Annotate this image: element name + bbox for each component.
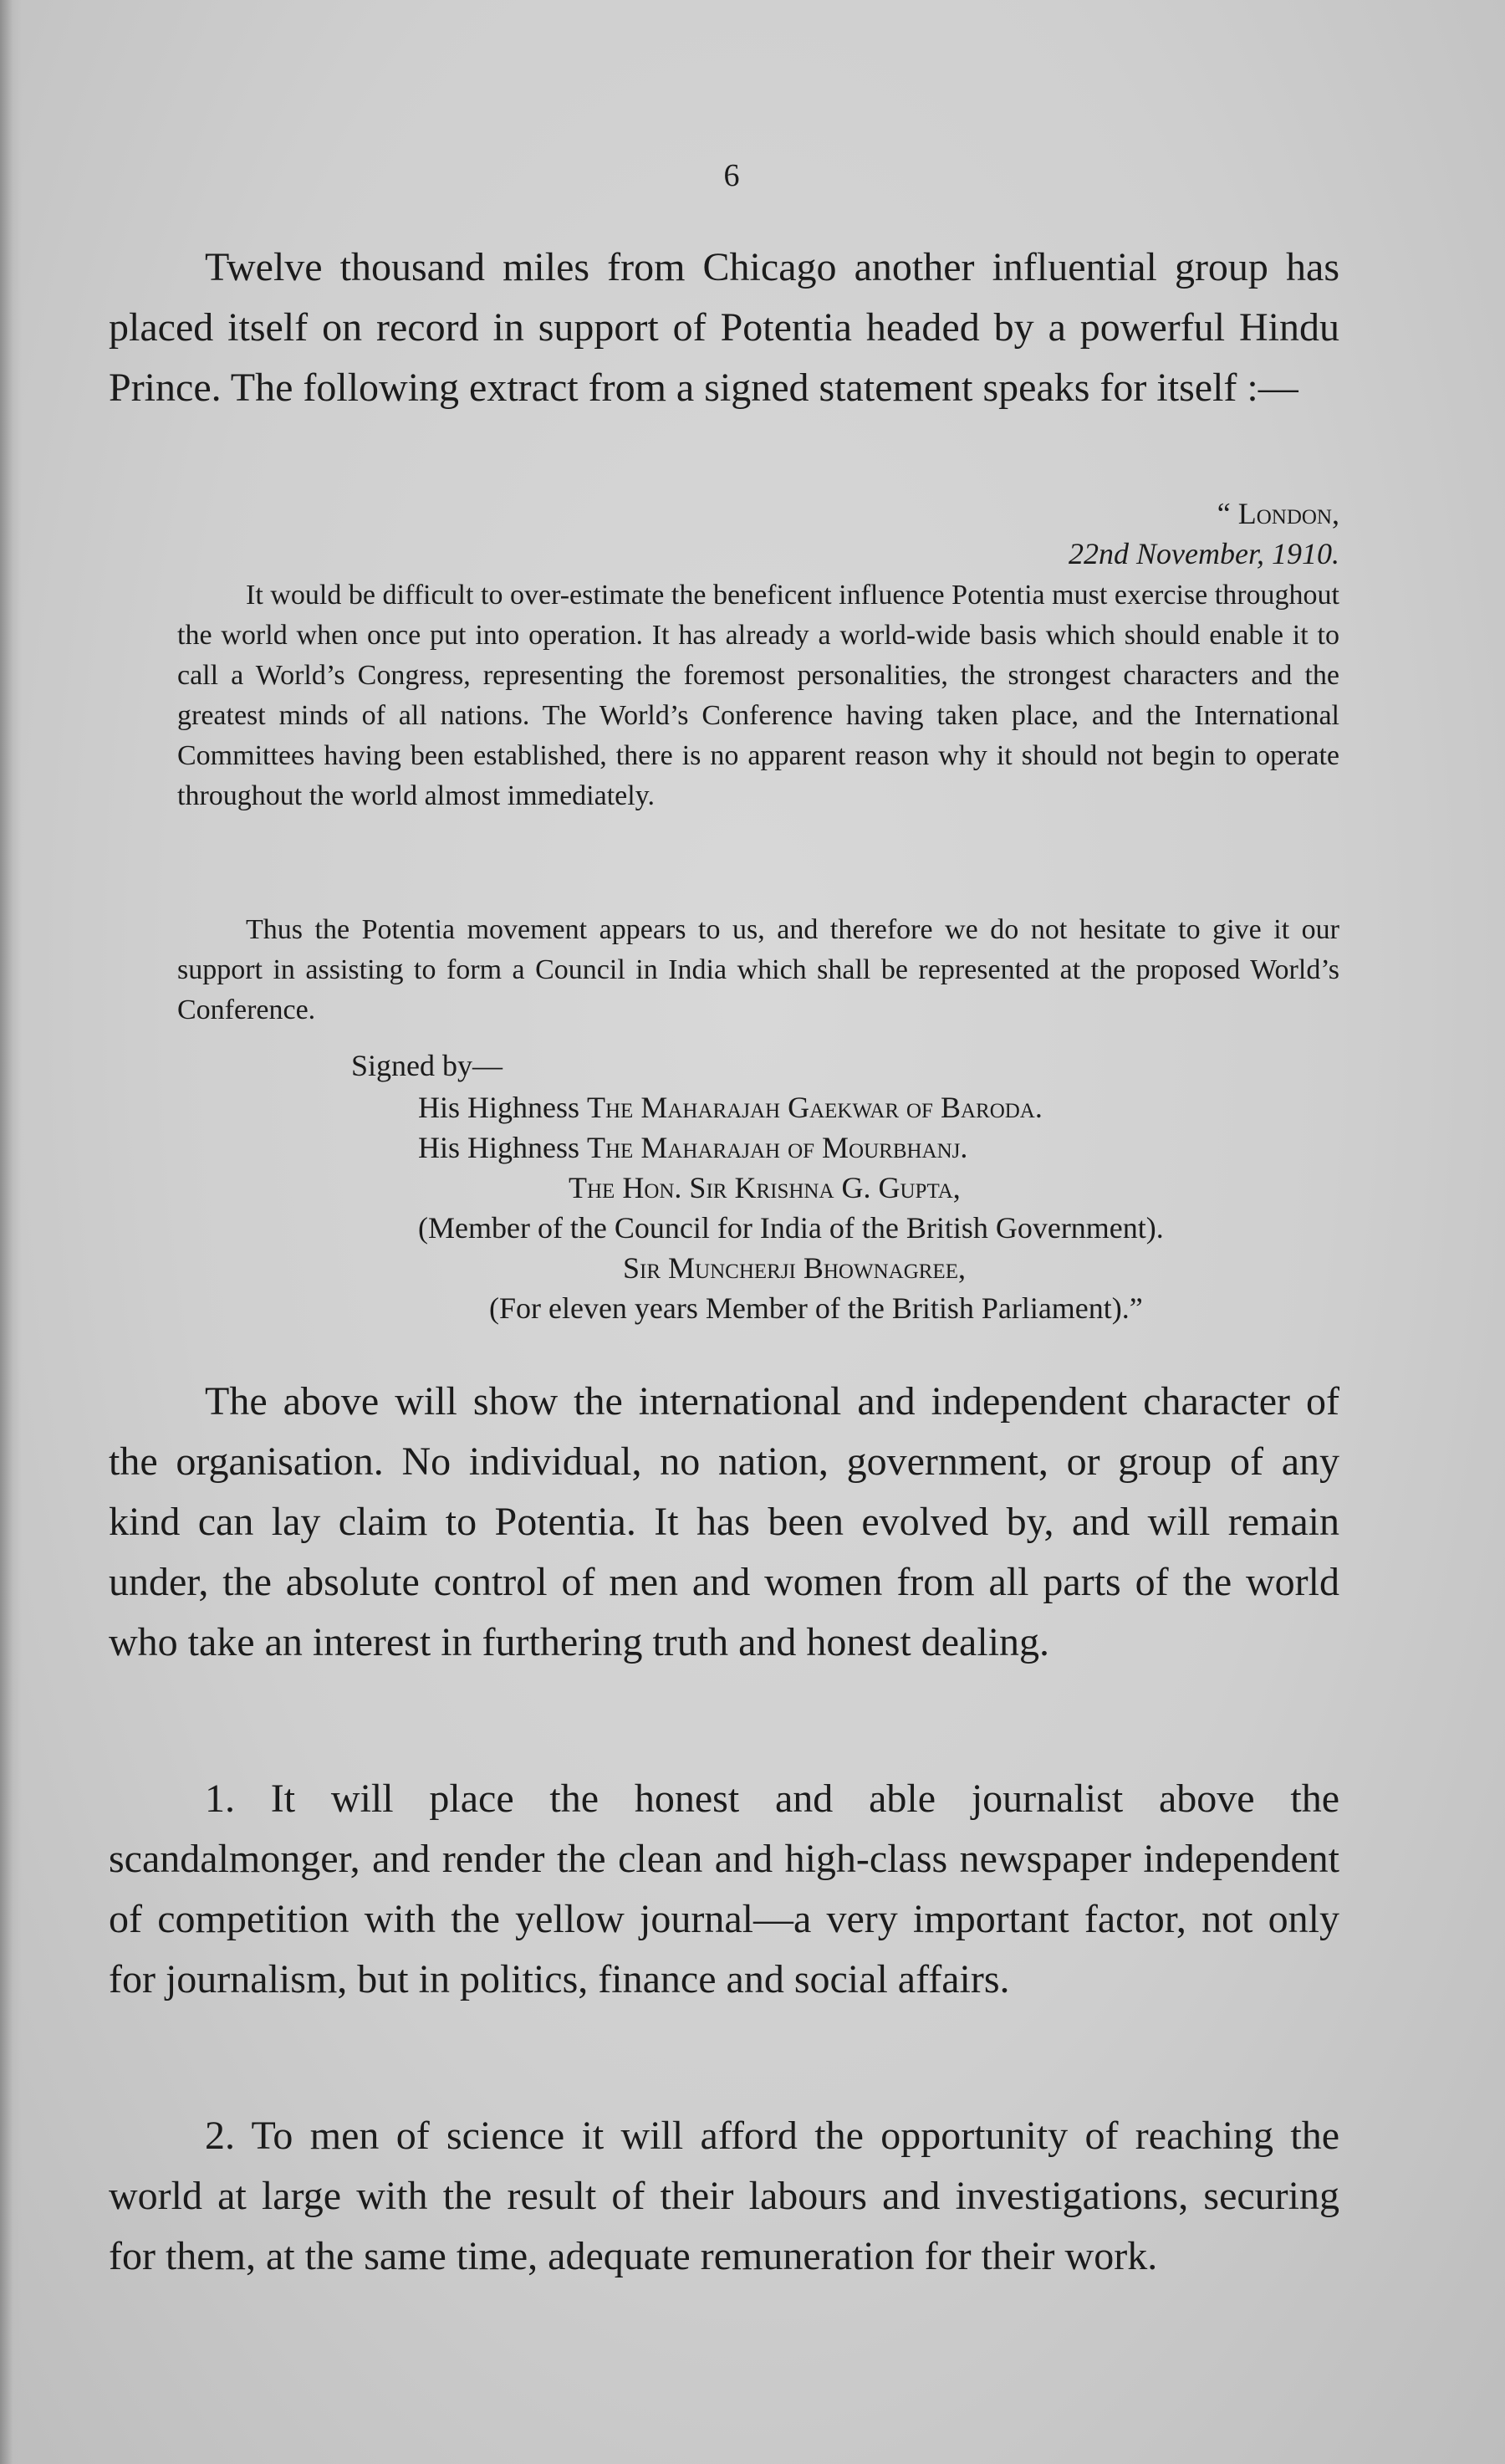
signatory-gupta: The Hon. Sir Krishna G. Gupta, xyxy=(569,1171,961,1204)
signatory-baroda xyxy=(418,1087,1043,1127)
quote-date: 22nd November, 1910. xyxy=(1069,537,1339,570)
signatory-name: The Maharajah Gaekwar of Baroda. xyxy=(587,1091,1043,1124)
quote-paragraph-2: Thus the Potentia movement appears to us, and therefore we do not hesitate to give it our support in assisting to form a Council in India which shall be represented at the proposed World’s Conference. xyxy=(177,914,1339,1025)
signatory-bhownagree-role: (For eleven years Member of the British Parliament).” xyxy=(489,1291,1143,1325)
signatory-gupta-role: (Member of the Council for India of the British Government). xyxy=(418,1211,1164,1245)
signatory-mourbhanj xyxy=(418,1127,967,1168)
page-number: 6 xyxy=(723,158,740,193)
signatory-name: The Maharajah of Mourbhanj. xyxy=(587,1131,968,1164)
numbered-point-1: 1. It will place the honest and able journalist above the scandalmonger, and render the clean and high-class newspaper independent of competition with the yellow journal—a very important factor, not only for journalism, but in politics, finance and social affairs. xyxy=(109,1776,1339,2001)
signatory-prefix: His Highness xyxy=(418,1091,588,1124)
intro-paragraph: Twelve thousand miles from Chicago another influential group has placed itself on record in support of Potentia headed by a powerful Hindu Prince. The following extract from a signed statement speaks for itself :— xyxy=(109,245,1339,410)
body-paragraph: The above will show the international and independent character of the organisation. No individual, no nation, government, or group of any kind can lay claim to Potentia. It has been evolved by, and will remain under, the absolute control of men and women from all parts of the world who take an interest in furthering truth and honest dealing. xyxy=(109,1379,1339,1664)
page-edge-shadow xyxy=(0,0,22,2464)
numbered-point-2: 2. To men of science it will afford the opportunity of reaching the world at large with the result of their labours and investigations, securing for them, at the same time, adequate remuneration for their work. xyxy=(109,2114,1339,2278)
signatory-prefix: His Highness xyxy=(418,1131,588,1164)
quote-location: “ London, xyxy=(1217,497,1339,530)
quote-paragraph-1: It would be difficult to over-estimate the beneficent influence Potentia must exercise throughout the world when once put into operation. It has already a world-wide basis which should enable it to call a World’s Congress, representing the foremost personalities, the strongest characters and the greatest minds of all nations. The World’s Conference having taken place, and the International Committees having been established, there is no apparent reason why it should not begin to operate throughout the world almost immediately. xyxy=(177,580,1339,811)
signed-by-label: Signed by— xyxy=(351,1049,503,1082)
signatory-bhownagree: Sir Muncherji Bhownagree, xyxy=(623,1251,966,1285)
